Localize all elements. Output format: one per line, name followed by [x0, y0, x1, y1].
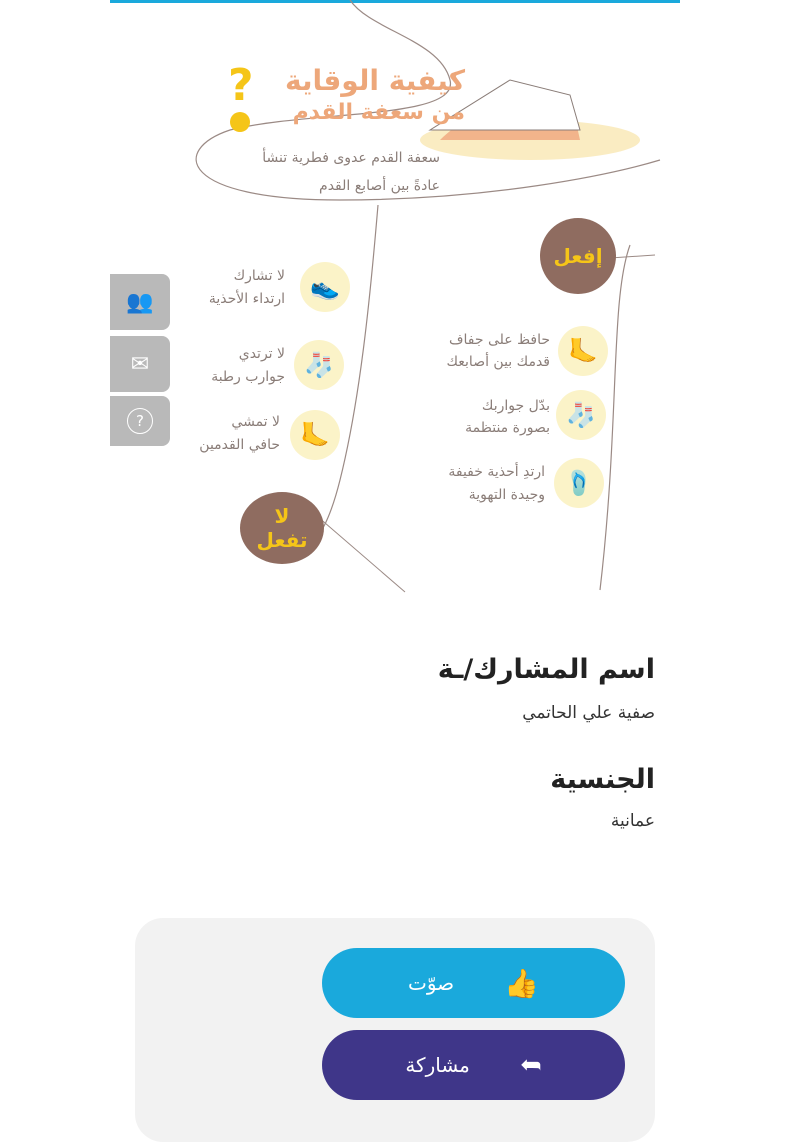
do-badge: إفعل	[540, 218, 616, 294]
socks-icon: 🧦	[556, 390, 606, 440]
participant-name: صفية علي الحاتمي	[522, 703, 655, 723]
dont-item-3: لا تمشي	[231, 414, 280, 430]
do-item-2: بدّل جواربك	[481, 398, 550, 414]
share-label: مشاركة	[405, 1053, 470, 1077]
dont-item-2: لا ترتدي	[238, 346, 285, 362]
do-item-1: حافظ على جفاف	[449, 332, 550, 348]
vote-label: صوّت	[407, 971, 455, 995]
participant-label: اسم المشارك/ـة	[437, 654, 655, 685]
vote-button[interactable]	[322, 948, 625, 1018]
dont-badge-line1: لا	[274, 504, 290, 528]
community-button[interactable]	[110, 274, 170, 330]
share-arrow-icon: ➦	[519, 1050, 542, 1080]
infographic-title: كيفية الوقاية	[284, 64, 465, 97]
help-icon: ?	[127, 408, 153, 434]
dont-badge-line2: تفعل	[256, 528, 308, 552]
mail-icon: ✉	[130, 351, 150, 377]
bare-foot-icon: 🦶	[290, 410, 340, 460]
nationality-label: الجنسية	[550, 764, 655, 795]
do-item-2-line2: بصورة منتظمة	[465, 420, 550, 436]
svg-text:?: ?	[228, 60, 254, 111]
wet-socks-icon: 🧦	[294, 340, 344, 390]
thumbs-up-icon: 👍	[504, 966, 540, 1000]
infographic-subtitle-2: عادةً بين أصابع القدم	[319, 178, 440, 194]
infographic-subtitle: سعفة القدم عدوى فطرية تنشأ	[262, 150, 440, 166]
infographic-title-2: من سعفة القدم	[292, 100, 465, 125]
do-item-1-line2: قدمك بين أصابعك	[446, 354, 550, 370]
dont-item-1: لا تشارك	[233, 268, 285, 284]
nationality-value: عمانية	[610, 811, 655, 831]
dont-item-3-line2: حافي القدمين	[199, 437, 280, 453]
feet-icon: 🦶	[558, 326, 608, 376]
dont-item-2-line2: جوارب رطبة	[211, 369, 285, 385]
help-button[interactable]	[110, 396, 170, 446]
users-icon: 👥	[126, 289, 154, 315]
sandals-icon: 🩴	[554, 458, 604, 508]
do-item-3: ارتدِ أحذية خفيفة	[448, 464, 545, 480]
dont-badge	[240, 492, 324, 564]
do-item-3-line2: وجيدة التهوية	[468, 487, 545, 503]
contact-button[interactable]	[110, 336, 170, 392]
share-button[interactable]	[322, 1030, 625, 1100]
infographic	[110, 0, 680, 600]
dont-item-1-line2: ارتداء الأحذية	[208, 291, 285, 307]
sneakers-icon: 👟	[300, 262, 350, 312]
